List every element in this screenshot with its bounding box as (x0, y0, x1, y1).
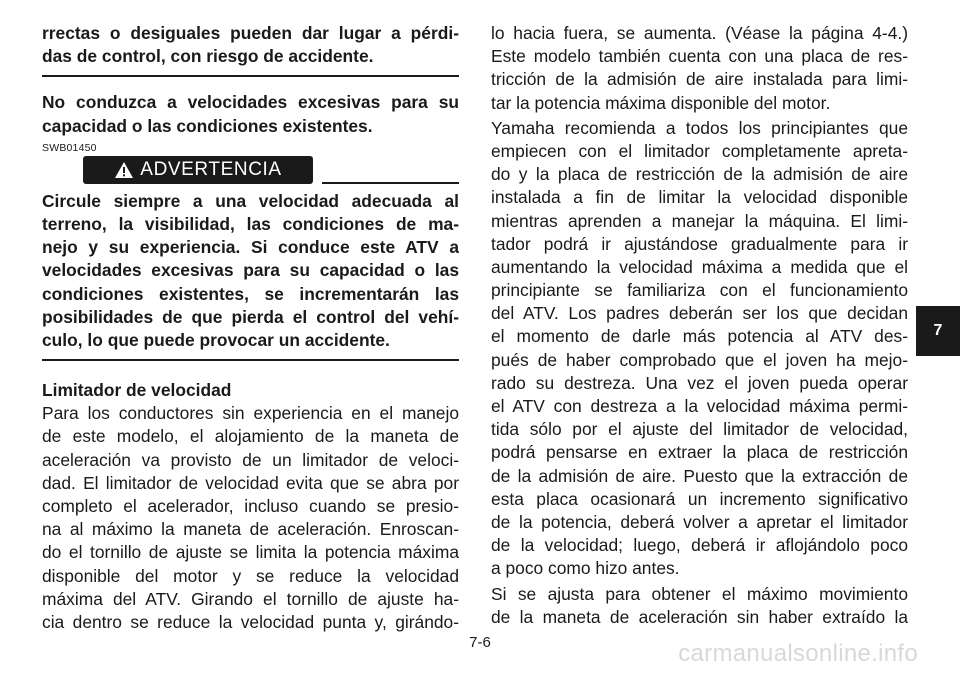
text-line: tador podrá ir ajustándose gradualmente para ir (491, 233, 908, 254)
text-line: de la admisión de aire. Puesto que la extracción de (491, 465, 908, 486)
warning-label: ADVERTENCIA (140, 158, 282, 180)
text-line: rrectas o desiguales pueden dar lugar a pérdi- (42, 23, 459, 43)
text-line: velocidades excesivas para su capacidad o las (42, 260, 459, 281)
text-line: Este modelo también cuenta con una placa de res- (491, 46, 908, 67)
text-line: capacidad o las condiciones existentes. (42, 115, 373, 136)
text-line: aceleración va provisto de un limitador de veloci- (42, 449, 459, 470)
text-line: máxima del ATV. Girando el tornillo de ajuste ha- (42, 588, 459, 609)
text-line: tricción de la admisión de aire instalada para limi- (491, 69, 908, 90)
paragraph-2 (491, 117, 908, 581)
text-line: na al máximo la maneta de aceleración. Enroscan- (42, 519, 459, 540)
text-line: principiante se familiariza con el funcionamiento (491, 280, 908, 301)
page-number: 7-6 (469, 634, 491, 651)
warning-header (42, 156, 459, 186)
text-line: Yamaha recomienda a todos los principiantes que (491, 117, 908, 138)
warning-triangle-icon (114, 161, 134, 179)
text-line: disponible del motor y se reduce la velocidad (42, 565, 459, 586)
text-line: posibilidades de que pierda el control del vehí- (42, 306, 459, 327)
text-line: cia dentro se reduce la velocidad punta y, girándo- (42, 611, 459, 632)
text-line: do el tornillo de ajuste se limita la potencia máxima (42, 542, 459, 563)
speed-limiter-body (42, 402, 459, 634)
paragraph-3 (491, 583, 908, 629)
text-line: culo, lo que puede provocar un accidente. (42, 329, 390, 350)
warning-code: SWB01450 (42, 141, 97, 154)
text-line: Circule siempre a una velocidad adecuada al (42, 190, 459, 211)
intro-warning-continuation (42, 22, 459, 68)
text-line: No conduzca a velocidades excesivas para su (42, 92, 459, 113)
warning-body (42, 190, 459, 352)
text-line: pués de haber comprobado que el joven ha mejo- (491, 349, 908, 370)
section-heading: Limitador de velocidad (42, 380, 232, 401)
text-line: esta placa ocasionará un incremento significativo (491, 488, 908, 509)
text-line: el ATV con destreza a la velocidad máxima permi- (491, 396, 908, 416)
left-column (42, 22, 459, 634)
text-line: tida sólo por el ajuste del limitador de velocidad, (491, 419, 908, 440)
text-line: el momento de darle más potencia al ATV des- (491, 326, 908, 347)
text-line: das de control, con riesgo de accidente. (42, 46, 374, 67)
text-line: lo hacia fuera, se aumenta. (Véase la página 4-4.) (491, 23, 908, 43)
text-line: condiciones existentes, se incrementarán las (42, 283, 459, 304)
text-line: mientras aprenden a manejar la máquina. El limi- (491, 210, 908, 231)
warning-badge (83, 156, 313, 184)
speed-warning (42, 91, 459, 137)
right-column (491, 22, 908, 629)
paragraph-1 (491, 22, 908, 115)
chapter-tab: 7 (916, 306, 960, 356)
text-line: Para los conductores sin experiencia en el manejo (42, 403, 459, 424)
text-line: empiecen con el limitador completamente apreta- (491, 140, 908, 161)
text-line: de la velocidad; luego, deberá ir aflojándolo poco (491, 535, 908, 556)
text-line: de la maneta de aceleración sin haber extraído la (491, 606, 908, 627)
text-line: Si se ajusta para obtener el máximo movimiento (491, 583, 908, 604)
text-line: completo el acelerador, incluso cuando se presio- (42, 496, 459, 516)
text-line: del ATV. Los padres deberán ser los que decidan (491, 303, 908, 324)
text-line: rado su destreza. Una vez el joven pueda operar (491, 372, 908, 393)
watermark: carmanualsonline.info (678, 640, 918, 667)
text-line: tar la potencia máxima disponible del motor. (491, 92, 831, 113)
text-line: de este modelo, el alojamiento de la maneta de (42, 426, 459, 447)
text-line: a poco como hizo antes. (491, 558, 680, 579)
text-line: podrá pensarse en extraer la placa de restricción (491, 442, 908, 463)
warning-rule (322, 182, 459, 184)
text-line: terreno, la visibilidad, las condiciones de ma- (42, 213, 459, 234)
text-line: nejo y su experiencia. Si conduce este ATV a (42, 237, 459, 258)
text-line: de la potencia, deberá volver a apretar el limitador (491, 511, 908, 532)
text-line: aumentando la velocidad máxima a medida que el (491, 256, 908, 277)
text-line: instalada a fin de limitar la velocidad disponible (491, 187, 908, 208)
text-line: dad. El limitador de velocidad evita que se abra por (42, 472, 459, 493)
text-line: do y la placa de restricción de la admisión de aire (491, 164, 908, 185)
